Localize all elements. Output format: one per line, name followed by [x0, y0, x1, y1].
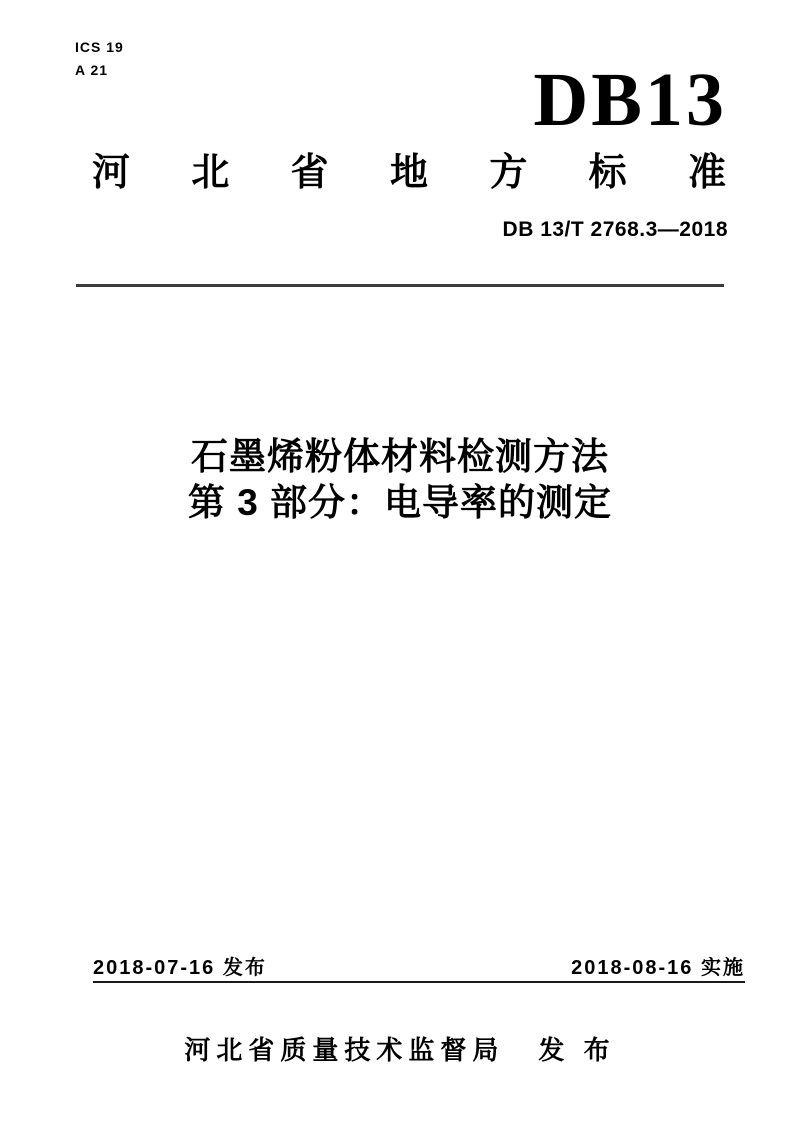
ics-classification-block	[75, 36, 124, 82]
date-row	[93, 951, 745, 980]
document-title-line2: 第 3 部分：电导率的测定	[187, 482, 613, 523]
document-title	[0, 434, 800, 526]
issue-date: 2018-07-16 发布	[93, 957, 267, 979]
standard-number: DB 13/T 2768.3—2018	[502, 218, 728, 241]
db13-logo: DB13	[533, 58, 727, 142]
publish-action-label: 发 布	[538, 1035, 616, 1065]
publisher-name: 河北省质量技术监督局	[184, 1035, 505, 1065]
ics-code: ICS 19	[75, 39, 124, 55]
classification-code: A 21	[75, 62, 109, 78]
publisher-row	[0, 1030, 800, 1067]
footer-divider-rule	[93, 981, 745, 983]
document-title-line1: 石墨烯粉体材料检测方法	[191, 436, 609, 477]
standard-category-heading: 河 北 省 地 方 标 准	[92, 152, 726, 194]
header-divider-rule	[76, 284, 724, 287]
implementation-date: 2018-08-16 实施	[571, 957, 745, 979]
